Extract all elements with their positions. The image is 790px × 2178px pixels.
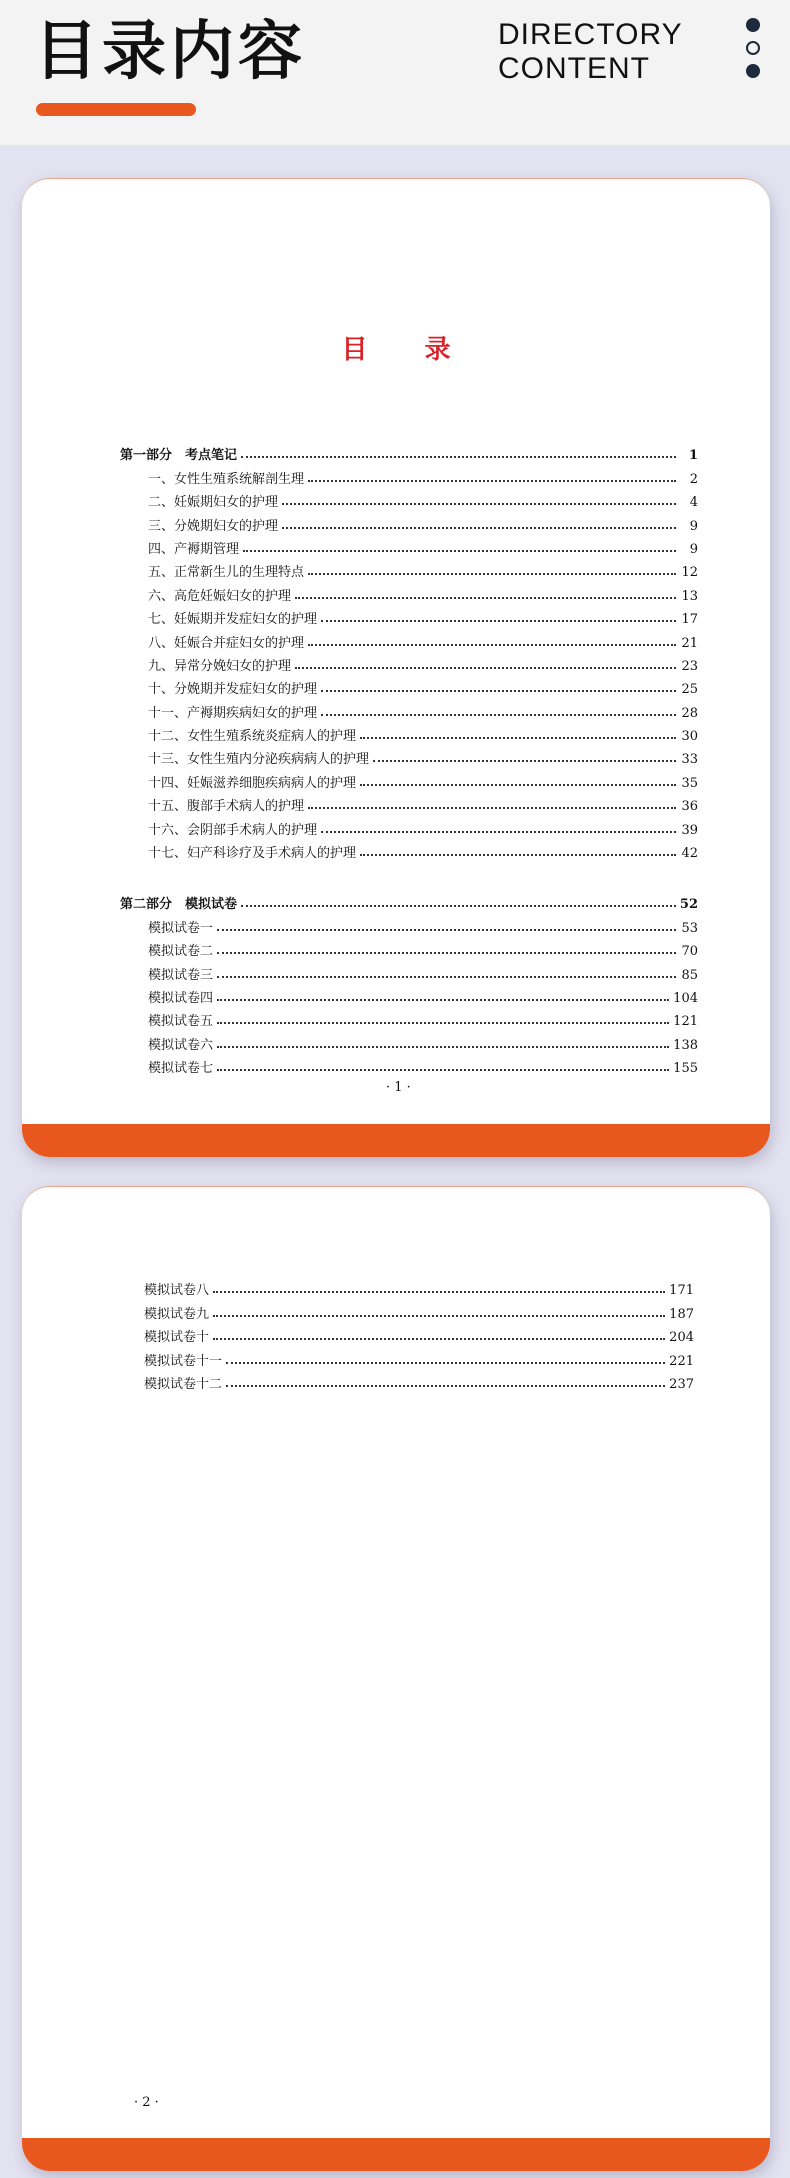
dot-leader (308, 573, 676, 575)
toc-entry[interactable] (120, 936, 698, 959)
toc-entry[interactable] (120, 651, 698, 674)
dot-leader (308, 480, 676, 482)
toc-label: 三、分娩期妇女的护理 (148, 518, 279, 534)
toc-heading: 目 录 (341, 335, 475, 365)
toc-page-number: 138 (673, 1037, 698, 1053)
toc-page-number: 52 (679, 897, 698, 913)
toc-entry[interactable] (120, 983, 698, 1006)
toc-entry[interactable] (120, 510, 698, 533)
dot-leader (217, 1046, 669, 1048)
toc-entry[interactable] (120, 557, 698, 580)
toc-part-1-items (120, 463, 698, 861)
dot-leader (226, 1362, 665, 1364)
toc-label: 模拟试卷四 (148, 990, 214, 1006)
dot-leader (295, 667, 676, 669)
toc-page-number: 28 (681, 705, 698, 721)
toc-page-number: 35 (681, 775, 698, 791)
dot-leader (241, 456, 676, 458)
toc-page-2 (22, 1186, 770, 2171)
english-title (498, 18, 683, 86)
toc-page-number: 2 (689, 471, 698, 487)
english-title-line1: DIRECTORY (498, 18, 683, 51)
toc-entry[interactable] (120, 580, 698, 603)
filled-dot-icon (746, 18, 760, 32)
toc-label: 模拟试卷六 (148, 1037, 214, 1053)
dot-leader (321, 831, 676, 833)
toc-entry[interactable] (144, 1322, 694, 1345)
toc-page-number: 221 (669, 1353, 694, 1369)
toc-label: 十、分娩期并发症妇女的护理 (148, 682, 318, 698)
toc-label: 模拟试卷三 (148, 967, 214, 983)
decorative-dots (746, 18, 762, 87)
toc-page-number: 39 (681, 822, 698, 838)
toc-page-number: 53 (681, 920, 698, 936)
dot-leader (217, 952, 676, 954)
toc-page-number: 13 (681, 588, 698, 604)
toc-label: 一、女性生殖系统解剖生理 (148, 471, 305, 487)
dot-leader (217, 999, 669, 1001)
toc-label: 模拟试卷八 (144, 1283, 210, 1299)
toc-entry[interactable] (120, 1006, 698, 1029)
bottom-accent-bar (22, 1124, 770, 1157)
dot-leader (241, 905, 676, 907)
toc-entry[interactable] (120, 534, 698, 557)
dot-leader (226, 1385, 665, 1387)
toc-page-number: 171 (669, 1283, 694, 1299)
toc-label: 模拟试卷十 (144, 1330, 210, 1346)
toc-entry[interactable] (120, 697, 698, 720)
dot-leader (217, 1022, 669, 1024)
toc-page-number: 33 (681, 752, 698, 768)
dot-leader (295, 597, 676, 599)
english-title-line2: CONTENT (498, 52, 650, 85)
dot-leader (321, 690, 676, 692)
toc-page-number: 30 (681, 729, 698, 745)
toc-label: 模拟试卷九 (144, 1306, 210, 1322)
toc-page-number: 12 (681, 565, 698, 581)
toc-page-1 (22, 178, 770, 1157)
toc-entry[interactable] (120, 721, 698, 744)
toc-page-number: 155 (673, 1061, 698, 1077)
toc-label: 十七、妇产科诊疗及手术病人的护理 (148, 846, 357, 862)
toc-entry[interactable] (120, 604, 698, 627)
toc-page-number: 25 (681, 682, 698, 698)
toc-entry[interactable] (120, 814, 698, 837)
dot-leader (282, 503, 676, 505)
toc-page-number: 1 (688, 448, 698, 464)
toc-page-number: 36 (681, 799, 698, 815)
toc-page-number: 70 (681, 944, 698, 960)
toc-entry[interactable] (120, 1053, 698, 1076)
toc-label: 九、异常分娩妇女的护理 (148, 658, 292, 674)
toc-page-number: 187 (669, 1306, 694, 1322)
page-number: · 1 · (386, 1080, 411, 1095)
toc-page-number: 42 (681, 846, 698, 862)
toc-entry[interactable] (144, 1369, 694, 1392)
toc-page-number: 204 (669, 1330, 694, 1346)
toc-page-number: 237 (669, 1376, 694, 1392)
toc-page-number: 17 (681, 612, 698, 628)
dot-leader (360, 854, 676, 856)
dot-leader (360, 784, 676, 786)
toc-label: 第一部分 考点笔记 (120, 448, 238, 464)
toc-label: 十一、产褥期疾病妇女的护理 (148, 705, 318, 721)
toc-page-number: 23 (681, 658, 698, 674)
dot-leader (243, 550, 676, 552)
filled-dot-icon (746, 64, 760, 78)
toc-entry[interactable] (120, 838, 698, 861)
toc-list-page-2 (144, 1275, 694, 1392)
page-title: 目录内容 (34, 15, 306, 89)
toc-list-page-1 (120, 440, 698, 1076)
toc-entry[interactable] (120, 674, 698, 697)
dot-leader (373, 760, 676, 762)
toc-label: 四、产褥期管理 (148, 541, 240, 557)
toc-entry[interactable] (120, 912, 698, 935)
toc-page-number: 4 (689, 495, 698, 511)
dot-leader (217, 929, 676, 931)
toc-page-number: 9 (689, 541, 698, 557)
toc-label: 十五、腹部手术病人的护理 (148, 799, 305, 815)
toc-label: 模拟试卷十二 (144, 1376, 223, 1392)
toc-page-number: 121 (673, 1014, 698, 1030)
dot-leader (213, 1291, 665, 1293)
toc-entry[interactable] (120, 791, 698, 814)
dot-leader (282, 527, 676, 529)
dot-leader (217, 1069, 669, 1071)
toc-page-number: 9 (689, 518, 698, 534)
toc-label: 十六、会阴部手术病人的护理 (148, 822, 318, 838)
dot-leader (321, 620, 676, 622)
toc-entry[interactable] (120, 1029, 698, 1052)
toc-label: 十二、女性生殖系统炎症病人的护理 (148, 729, 357, 745)
toc-label: 六、高危妊娠妇女的护理 (148, 588, 292, 604)
toc-label: 二、妊娠期妇女的护理 (148, 495, 279, 511)
toc-entry[interactable] (120, 959, 698, 982)
toc-entry[interactable] (120, 463, 698, 486)
toc-entry[interactable] (144, 1275, 694, 1298)
toc-label: 七、妊娠期并发症妇女的护理 (148, 612, 318, 628)
toc-entry[interactable] (120, 627, 698, 650)
toc-part-2[interactable] (120, 889, 698, 912)
toc-entry[interactable] (144, 1345, 694, 1368)
dot-leader (217, 976, 676, 978)
toc-label: 十四、妊娠滋养细胞疾病病人的护理 (148, 775, 357, 791)
toc-entry[interactable] (120, 487, 698, 510)
toc-label: 八、妊娠合并症妇女的护理 (148, 635, 305, 651)
toc-label: 五、正常新生儿的生理特点 (148, 565, 305, 581)
dot-leader (213, 1315, 665, 1317)
page-number: · 2 · (134, 2095, 159, 2110)
header (0, 0, 790, 145)
toc-part-2-items (120, 912, 698, 1076)
dot-leader (360, 737, 676, 739)
dot-leader (308, 644, 676, 646)
toc-entry[interactable] (144, 1298, 694, 1321)
toc-entry[interactable] (120, 767, 698, 790)
toc-label: 模拟试卷一 (148, 920, 214, 936)
dot-leader (321, 714, 676, 716)
toc-label: 模拟试卷十一 (144, 1353, 223, 1369)
toc-label: 十三、女性生殖内分泌疾病病人的护理 (148, 752, 370, 768)
dot-leader (213, 1338, 665, 1340)
toc-label: 第二部分 模拟试卷 (120, 897, 238, 913)
toc-page-number: 104 (673, 990, 698, 1006)
hollow-dot-icon (746, 41, 760, 55)
toc-label: 模拟试卷五 (148, 1014, 214, 1030)
toc-page-number: 21 (681, 635, 698, 651)
toc-entry[interactable] (120, 744, 698, 767)
toc-page-2-items (144, 1275, 694, 1392)
title-underline-bar (36, 103, 196, 116)
toc-label: 模拟试卷七 (148, 1061, 214, 1077)
toc-part-1[interactable] (120, 440, 698, 463)
dot-leader (308, 807, 676, 809)
bottom-accent-bar (22, 2138, 770, 2171)
toc-label: 模拟试卷二 (148, 944, 214, 960)
toc-page-number: 85 (681, 967, 698, 983)
